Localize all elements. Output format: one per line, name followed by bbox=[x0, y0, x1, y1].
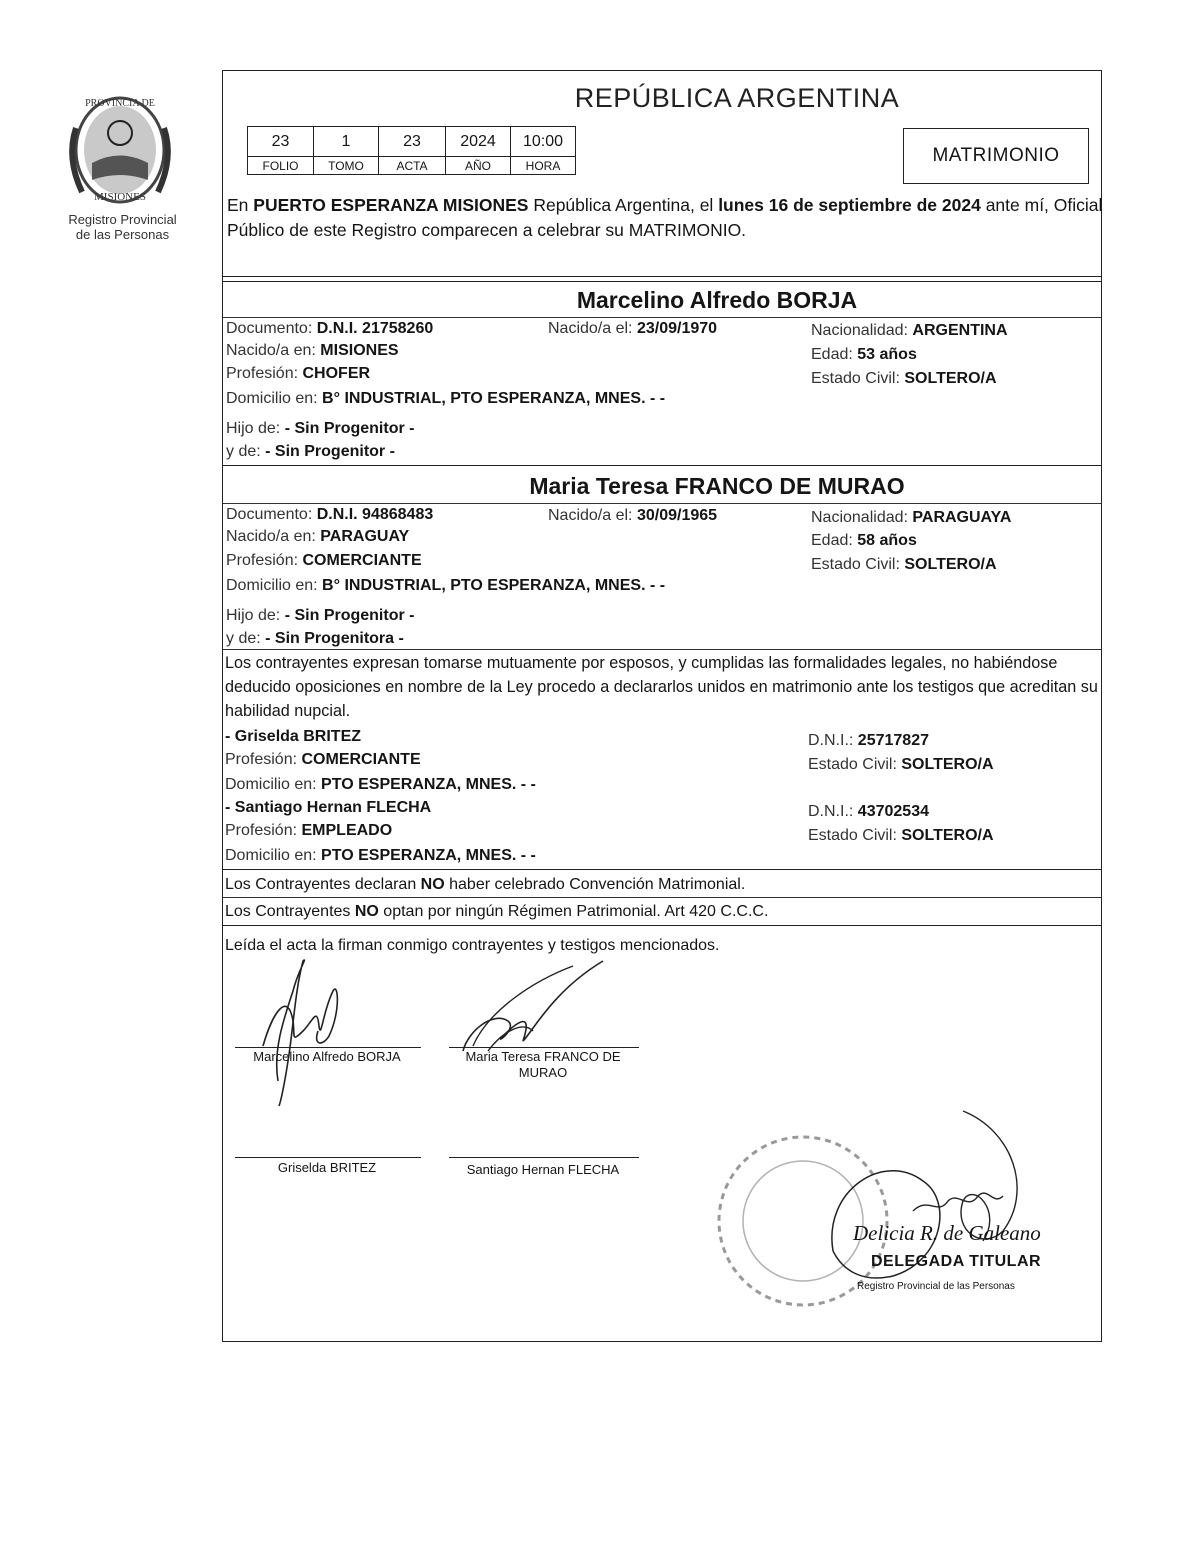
witness-2-domicilio: Domicilio en: PTO ESPERANZA, MNES. - - bbox=[225, 847, 536, 864]
spouse-2-nacionalidad: Nacionalidad: PARAGUAYA bbox=[811, 509, 1012, 526]
intro-paragraph: En PUERTO ESPERANZA MISIONES República Argentina, el lunes 16 de septiembre de 2024 ante mí, Oficial Público de este Registro comparecen a celebrar su MATRIMONIO. bbox=[227, 195, 1103, 240]
spouse-1-hijo-de: Hijo de: - Sin Progenitor - bbox=[226, 420, 415, 437]
signature-line bbox=[235, 1047, 421, 1048]
official-seal-icon bbox=[713, 1101, 1043, 1311]
declaration-paragraph: Los contrayentes expresan tomarse mutuamente por esposos, y cumplidas las formalidades legales, no habiéndose deducido oposiciones en nombre de la Ley procedo a declararlos unidos en matrimonio ante los testigos que acreditan su habilidad nupcial. bbox=[225, 654, 1098, 720]
spouse-1-profesion: Profesión: CHOFER bbox=[226, 365, 371, 382]
tomo-label: TOMO bbox=[314, 157, 379, 175]
registry-table bbox=[247, 126, 576, 175]
acta-value: 23 bbox=[379, 127, 446, 157]
provincia-de-misiones-emblem-icon bbox=[62, 88, 182, 218]
divider bbox=[223, 925, 1101, 926]
divider bbox=[223, 649, 1101, 650]
signature-line bbox=[449, 1157, 639, 1158]
spouse-2-signature-name: Maria Teresa FRANCO DE MURAO bbox=[465, 1049, 621, 1080]
svg-text:PROVINCIA DE: PROVINCIA DE bbox=[85, 98, 155, 109]
regime-statement: Los Contrayentes NO optan por ningún Régimen Patrimonial. Art 420 C.C.C. bbox=[225, 903, 769, 920]
hora-label: HORA bbox=[511, 157, 576, 175]
record-type-box: MATRIMONIO bbox=[903, 128, 1089, 184]
spouse-2-nacido-en: Nacido/a en: PARAGUAY bbox=[226, 528, 410, 545]
anio-value: 2024 bbox=[446, 127, 511, 157]
witness-2-dni: D.N.I.: 43702534 bbox=[808, 803, 929, 820]
witness-1-dni: D.N.I.: 25717827 bbox=[808, 732, 929, 749]
witness-2-estado-civil: Estado Civil: SOLTERO/A bbox=[808, 827, 994, 844]
official-role: DELEGADA TITULAR bbox=[871, 1253, 1042, 1270]
spouse-1-name: Marcelino Alfredo BORJA bbox=[576, 287, 858, 313]
signature-line bbox=[235, 1157, 421, 1158]
handwritten-signatures bbox=[233, 951, 653, 1111]
official-name: Delicia R. de Galeano bbox=[853, 1221, 1041, 1245]
official-office: Registro Provincial de las Personas bbox=[857, 1281, 1015, 1292]
page-title: REPÚBLICA ARGENTINA bbox=[574, 83, 900, 113]
signature-line bbox=[449, 1047, 639, 1048]
divider bbox=[223, 869, 1101, 870]
spouse-1-nacionalidad: Nacionalidad: ARGENTINA bbox=[811, 322, 1008, 339]
reading-statement: Leída el acta la firman conmigo contrayentes y testigos mencionados. bbox=[225, 937, 720, 954]
spouse-1-y-de: y de: - Sin Progenitor - bbox=[226, 443, 395, 460]
spouse-2-name: Maria Teresa FRANCO DE MURAO bbox=[529, 473, 905, 499]
spouse-2-documento: Documento: D.N.I. 94868483 bbox=[226, 506, 434, 523]
witness-1-domicilio: Domicilio en: PTO ESPERANZA, MNES. - - bbox=[225, 776, 536, 793]
spouse-1-signature-name: Marcelino Alfredo BORJA bbox=[253, 1049, 401, 1064]
spouse-1-edad: Edad: 53 años bbox=[811, 346, 917, 363]
divider bbox=[223, 276, 1101, 277]
spouse-1-estado-civil: Estado Civil: SOLTERO/A bbox=[811, 370, 997, 387]
hora-value: 10:00 bbox=[511, 127, 576, 157]
spouse-2-hijo-de: Hijo de: - Sin Progenitor - bbox=[226, 607, 415, 624]
spouse-1-nacido-en: Nacido/a en: MISIONES bbox=[226, 342, 399, 359]
divider bbox=[223, 465, 1101, 466]
spouse-2-profesion: Profesión: COMERCIANTE bbox=[226, 552, 422, 569]
divider bbox=[223, 281, 1101, 282]
divider bbox=[223, 897, 1101, 898]
spouse-2-domicilio: Domicilio en: B° INDUSTRIAL, PTO ESPERANZA, MNES. - - bbox=[226, 577, 666, 594]
witness-1-estado-civil: Estado Civil: SOLTERO/A bbox=[808, 756, 994, 773]
anio-label: AÑO bbox=[446, 157, 511, 175]
spouse-1-documento: Documento: D.N.I. 21758260 bbox=[226, 320, 434, 337]
spouse-2-nacido-el: Nacido/a el: 30/09/1965 bbox=[548, 507, 718, 524]
witness-1-name: - Griselda BRITEZ bbox=[225, 728, 362, 745]
emblem-caption: Registro Provincial de las Personas bbox=[68, 212, 177, 242]
marriage-certificate bbox=[222, 70, 1102, 1342]
witness-2-signature-name: Santiago Hernan FLECHA bbox=[466, 1162, 620, 1177]
folio-value: 23 bbox=[248, 127, 314, 157]
divider bbox=[223, 503, 1101, 504]
svg-text:MISIONES: MISIONES bbox=[94, 191, 146, 203]
folio-label: FOLIO bbox=[248, 157, 314, 175]
witness-2-name: - Santiago Hernan FLECHA bbox=[225, 799, 432, 816]
tomo-value: 1 bbox=[314, 127, 379, 157]
acta-label: ACTA bbox=[379, 157, 446, 175]
witness-2-profesion: Profesión: EMPLEADO bbox=[225, 822, 393, 839]
witness-1-profesion: Profesión: COMERCIANTE bbox=[225, 751, 421, 768]
convention-statement: Los Contrayentes declaran NO haber celebrado Convención Matrimonial. bbox=[225, 876, 746, 893]
spouse-1-nacido-el: Nacido/a el: 23/09/1970 bbox=[548, 320, 718, 337]
spouse-2-estado-civil: Estado Civil: SOLTERO/A bbox=[811, 556, 997, 573]
spouse-1-domicilio: Domicilio en: B° INDUSTRIAL, PTO ESPERANZA, MNES. - - bbox=[226, 390, 666, 407]
divider bbox=[223, 317, 1101, 318]
spouse-2-y-de: y de: - Sin Progenitora - bbox=[226, 630, 404, 647]
witness-1-signature-name: Griselda BRITEZ bbox=[277, 1160, 377, 1175]
spouse-2-edad: Edad: 58 años bbox=[811, 532, 917, 549]
